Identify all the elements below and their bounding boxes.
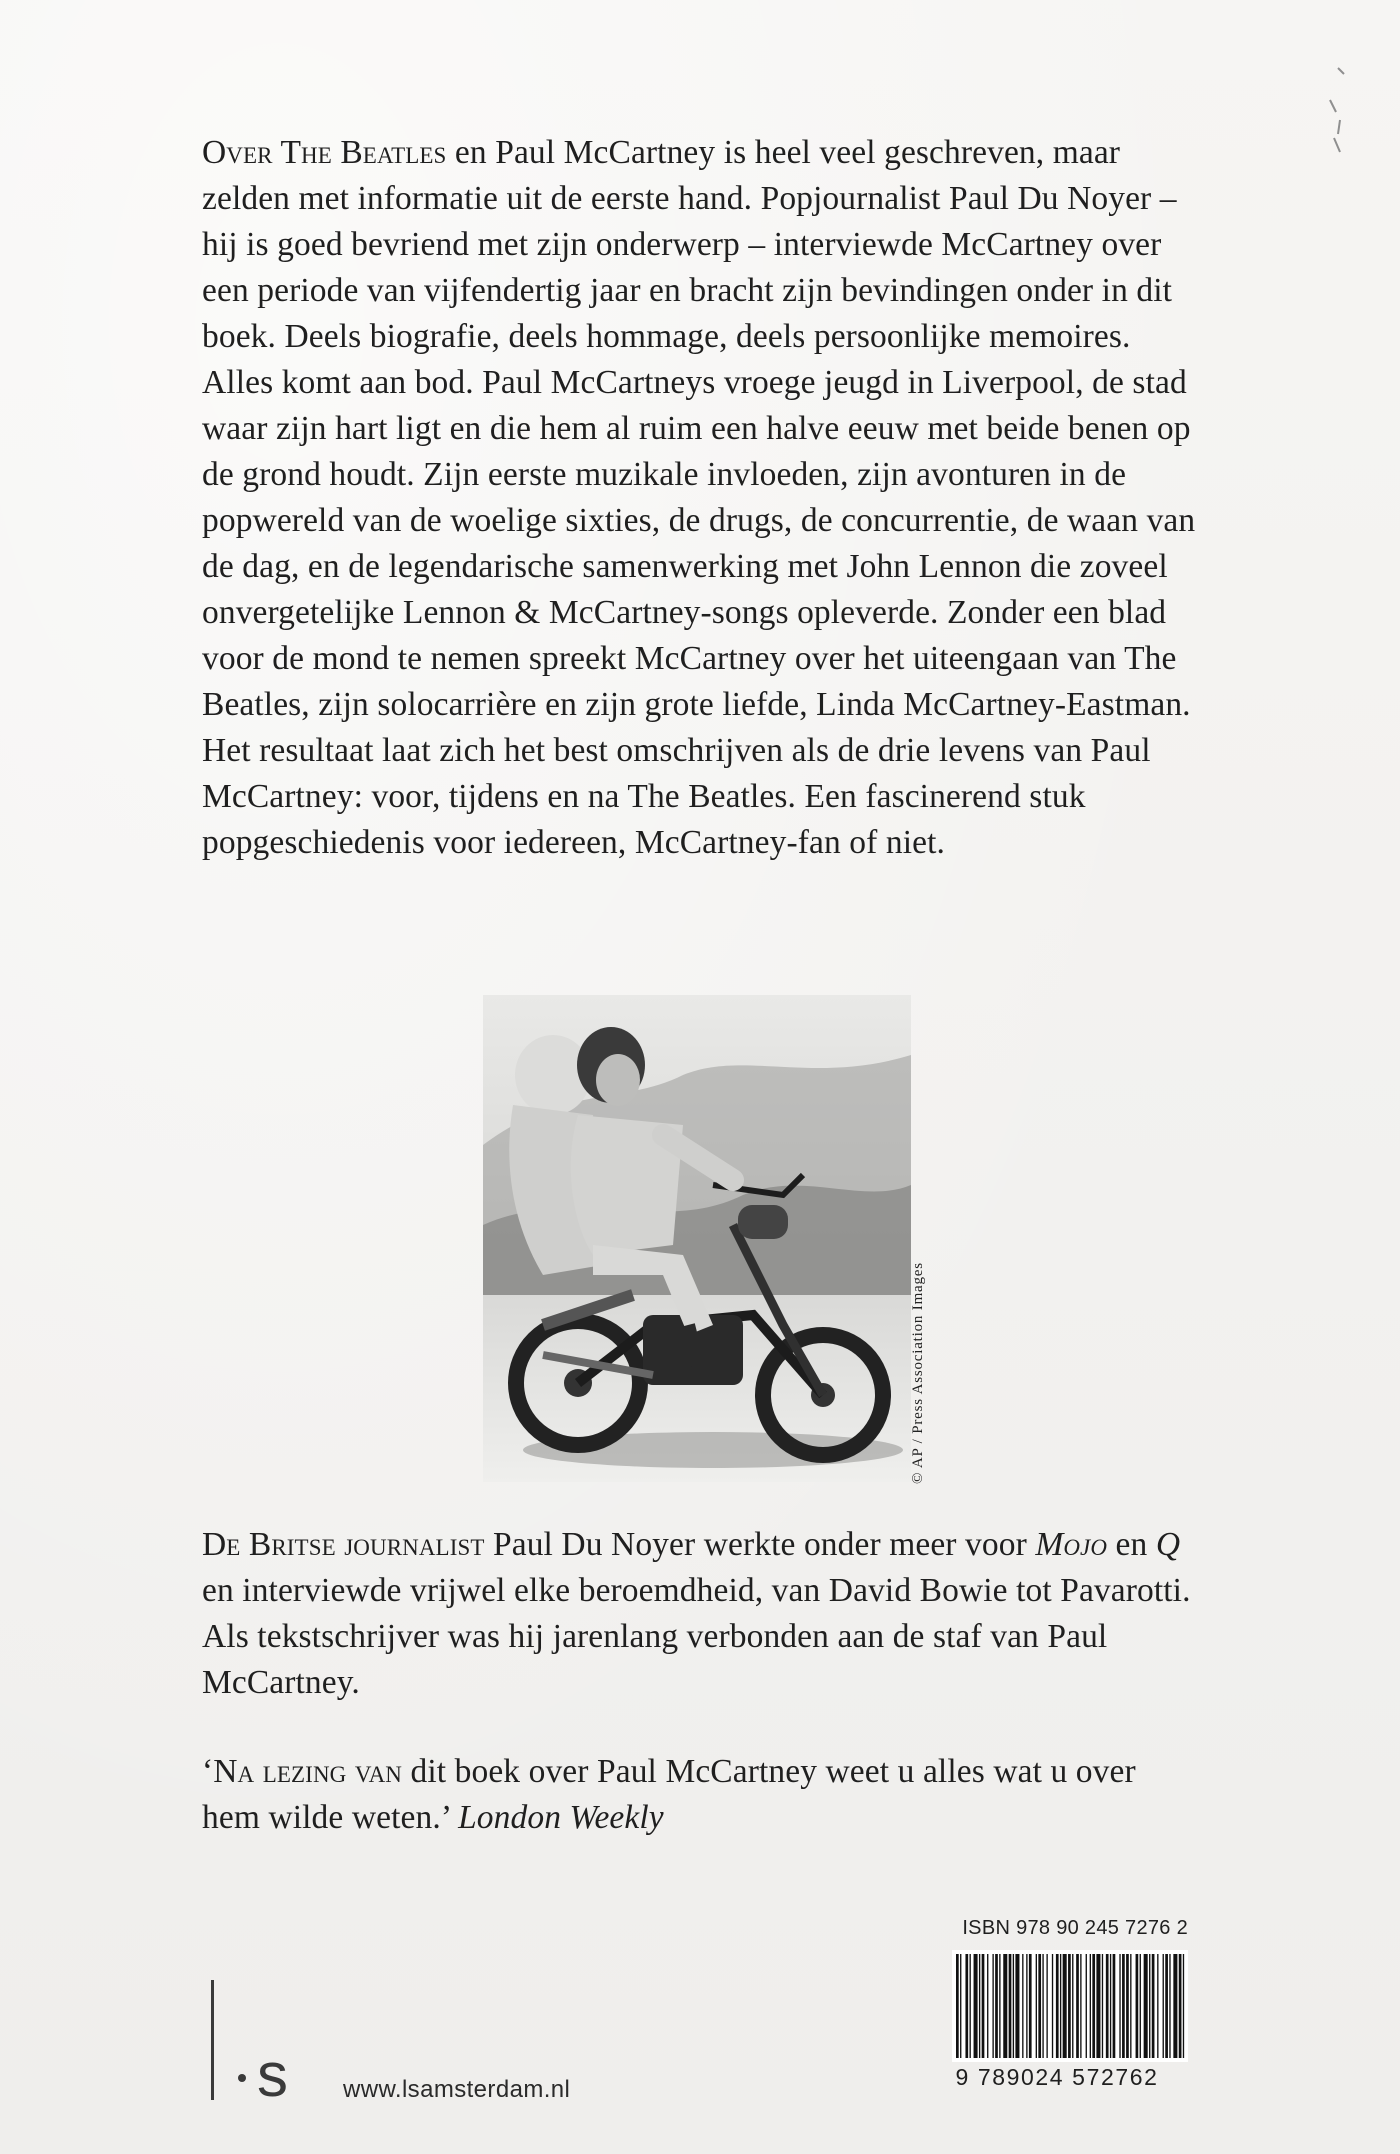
barcode-bar: [1144, 1954, 1148, 2058]
barcode-bar: [1072, 1954, 1073, 2058]
author-bio: [202, 1522, 1202, 1706]
barcode-bar: [1119, 1954, 1120, 2058]
publisher-logo: [205, 1980, 325, 2100]
barcode-bar: [1179, 1954, 1182, 2058]
motorcycle-photo-illustration: [483, 995, 911, 1482]
barcode-bar: [1090, 1954, 1091, 2058]
barcode-bar: [1015, 1954, 1019, 2058]
barcode-bar: [960, 1954, 961, 2058]
barcode-bar: [1029, 1954, 1032, 2058]
barcode-bar: [1163, 1954, 1164, 2058]
barcode-number: 9 789024 572762: [955, 2064, 1159, 2090]
barcode-bar: [1136, 1954, 1139, 2058]
bio-text-2: en: [1107, 1526, 1156, 1563]
barcode-bar: [1165, 1954, 1168, 2058]
cover-wear-mark: [1300, 60, 1360, 180]
barcode-bar: [982, 1954, 985, 2058]
barcode-bar: [1026, 1954, 1027, 2058]
barcode-bar: [995, 1954, 998, 2058]
barcode-bar: [979, 1954, 980, 2058]
barcode-bar: [1013, 1954, 1014, 2058]
blurb-paragraph-1: [202, 130, 1202, 360]
barcode-bar: [1063, 1954, 1067, 2058]
barcode-bar: [1102, 1954, 1103, 2058]
blurb-paragraph-1-text: en Paul McCartney is heel veel geschreven, maar zelden met informatie uit de eerste hand. Popjournalist Paul Du Noyer – hij is goed bevriend met zijn onderwerp – interviewde McCartney over een periode van vijfendertig jaar en bracht zijn bevindingen onder in dit boek. Deels biografie, deels hommage, deels persoonlijke memoires.: [202, 134, 1177, 355]
blurb-lead-in: Over The Beatles: [202, 134, 447, 171]
quote-source: London Weekly: [458, 1799, 664, 1836]
barcode-bar: [956, 1954, 959, 2058]
barcode-bar: [1009, 1954, 1012, 2058]
barcode-bar: [1152, 1954, 1155, 2058]
barcode-bar: [1042, 1954, 1043, 2058]
barcode-bar: [1060, 1954, 1061, 2058]
blurb-text: [202, 130, 1202, 866]
barcode-bar: [1183, 1954, 1184, 2058]
barcode-bar: [987, 1954, 988, 2058]
barcode-bar: [992, 1954, 993, 2058]
bio-magazine-2: Q: [1155, 1526, 1181, 1563]
barcode-bar: [1056, 1954, 1059, 2058]
barcode-bar: [1003, 1954, 1007, 2058]
bio-text-1: Paul Du Noyer werkte onder meer voor: [484, 1526, 1036, 1563]
quote-text: dit boek over Paul McCartney weet u alles wat u over hem wilde weten.’: [202, 1753, 1136, 1836]
barcode-bars: [952, 1950, 1188, 2062]
barcode-bar: [1157, 1954, 1158, 2058]
quote-lead-in: ‘Na lezing van: [202, 1753, 402, 1790]
barcode-bar: [1149, 1954, 1150, 2058]
barcode-bar: [1096, 1954, 1100, 2058]
barcode-bar: [1068, 1954, 1071, 2058]
barcode-bar: [1076, 1954, 1079, 2058]
barcode-bar: [1038, 1954, 1041, 2058]
barcode-bar: [1092, 1954, 1095, 2058]
barcode-bar: [1036, 1954, 1037, 2058]
barcode-bar: [1122, 1954, 1125, 2058]
ls-logo-icon: [205, 1980, 325, 2100]
barcode-bar: [1126, 1954, 1129, 2058]
publisher-website: www.lsamsterdam.nl: [343, 2076, 571, 2103]
barcode-bar: [1130, 1954, 1131, 2058]
svg-text:s: s: [257, 2041, 288, 2100]
bio-text-3: en interviewde vrijwel elke beroemdheid, van David Bowie tot Pavarotti. Als tekstschrijver was hij jarenlang verbonden aan de staf van Paul McCartney.: [202, 1572, 1191, 1701]
author-photo: [483, 995, 911, 1482]
barcode-bar: [970, 1954, 971, 2058]
barcode-bar: [1022, 1954, 1023, 2058]
bio-lead-in: De Britse journalist: [202, 1526, 485, 1563]
blurb-paragraph-2: Alles komt aan bod. Paul McCartneys vroege jeugd in Liverpool, de stad waar zijn hart ligt en die hem al ruim een halve eeuw met beide benen op de grond houdt. Zijn eerste muzikale invloeden, zijn avonturen in de popwereld van de woelige sixties, de drugs, de concurrentie, de waan van de dag, en de legendarische samenwerking met John Lennon die zoveel onvergetelijke Lennon & McCartney-songs opleverde. Zonder een blad voor de mond te nemen spreekt McCartney over het uiteengaan van The Beatles, zijn solocarrière en zijn grote liefde, Linda McCartney-Eastman. Het resultaat laat zich het best omschrijven als de drie levens van Paul McCartney: voor, tijdens en na The Beatles. Een fascinerend stuk popgeschiedenis voor iedereen, McCartney-fan of niet.: [202, 364, 1196, 861]
barcode-bar: [1080, 1954, 1081, 2058]
barcode-bar: [1106, 1954, 1109, 2058]
barcode-bar: [1113, 1954, 1116, 2058]
barcode-bar: [974, 1954, 978, 2058]
barcode-bar: [999, 1954, 1000, 2058]
isbn-label: ISBN 978 90 245 7276 2: [962, 1917, 1188, 1939]
barcode-bar: [1173, 1954, 1177, 2058]
barcode-bar: [965, 1954, 968, 2058]
photo-credit: © AP / Press Association Images: [910, 1262, 926, 1484]
press-quote: [202, 1749, 1202, 1841]
barcode-bar: [1046, 1954, 1047, 2058]
barcode-bar: [1052, 1954, 1053, 2058]
barcode-bar: [1169, 1954, 1170, 2058]
barcode-bar: [1110, 1954, 1111, 2058]
barcode-bar: [1086, 1954, 1087, 2058]
barcode-bar: [1140, 1954, 1141, 2058]
bio-magazine-1: Mojo: [1035, 1526, 1108, 1563]
isbn-barcode: [952, 1950, 1188, 2062]
